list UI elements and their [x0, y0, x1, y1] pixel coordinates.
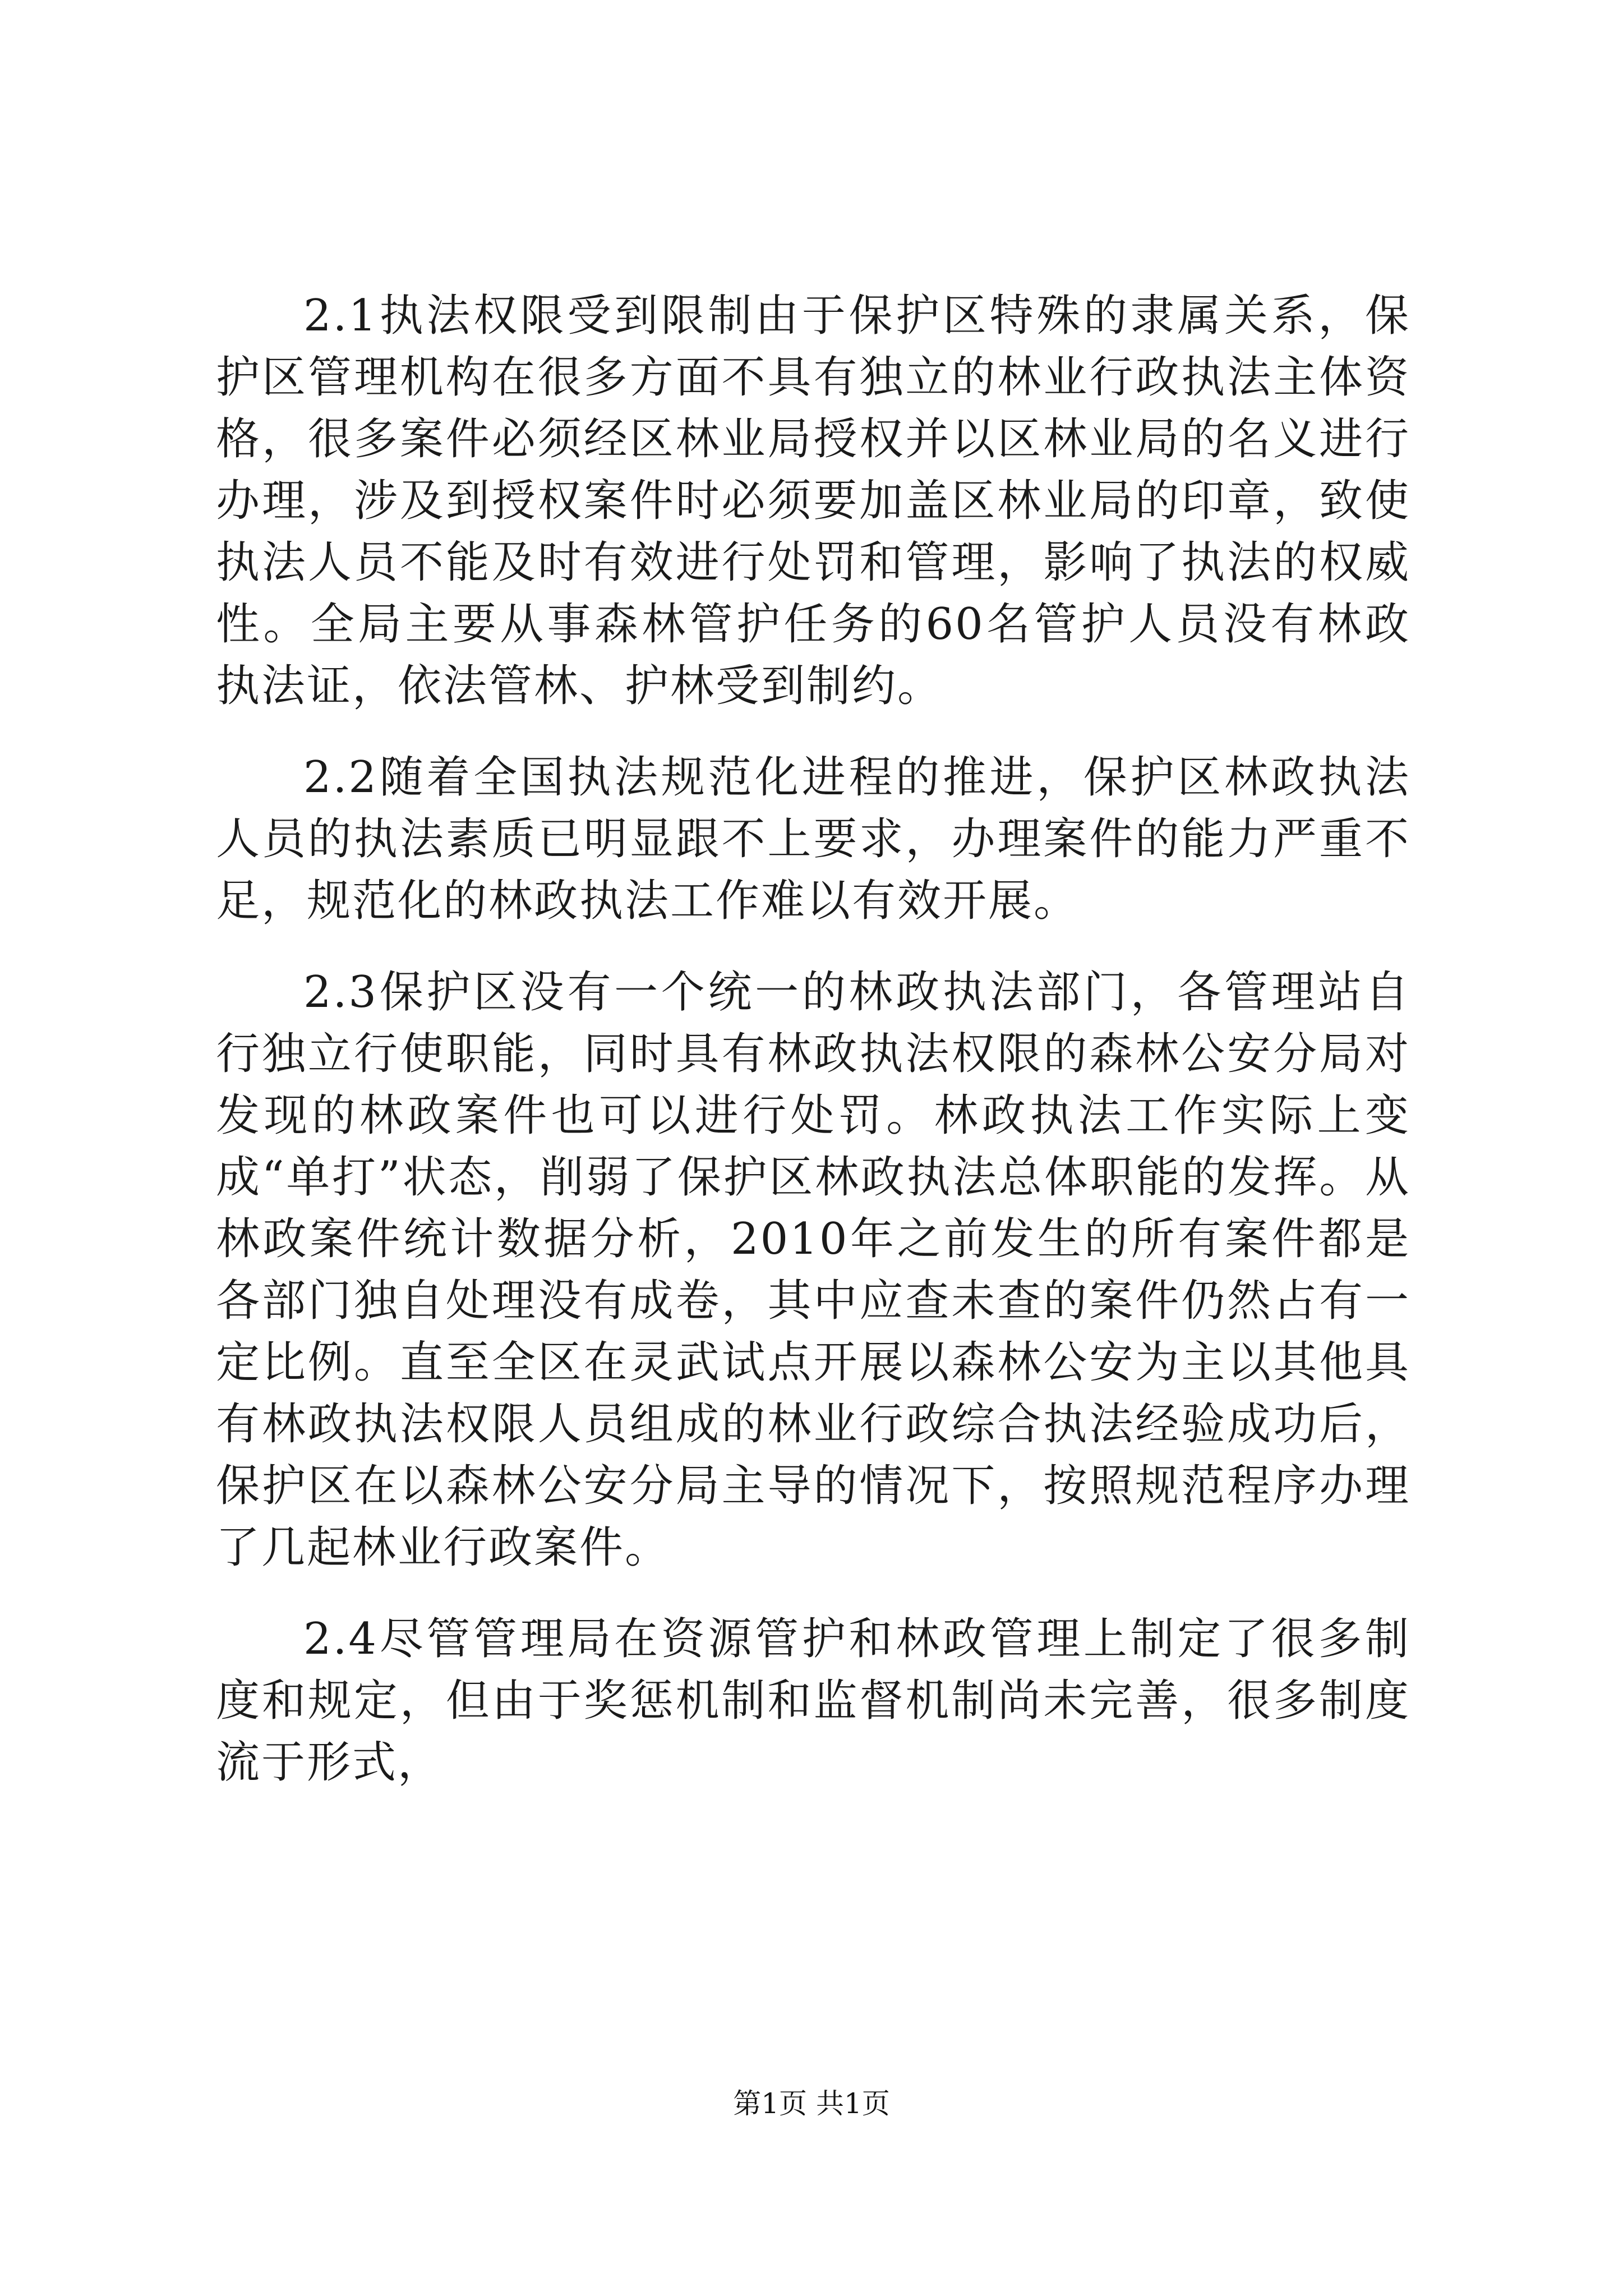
- paragraph-2-4: 2.4尽管管理局在资源管护和林政管理上制定了很多制度和规定，但由于奖惩机制和监督机制尚未完善，很多制度流于形式，: [216, 1614, 1410, 1788]
- paragraph-2-2: 2.2随着全国执法规范化进程的推进，保护区林政执法人员的执法素质已明显跟不上要求，办理案件的能力严重不足，规范化的林政执法工作难以有效开展。: [216, 752, 1410, 926]
- paragraph-2-3: 2.3保护区没有一个统一的林政执法部门，各管理站自行独立行使职能，同时具有林政执法权限的森林公安分局对发现的林政案件也可以进行处罚。林政执法工作实际上变成“单打”状态，削弱了保护区林政执法总体职能的发挥。从林政案件统计数据分析，2010年之前发生的所有案件都是各部门独自处理没有成卷，其中应查未查的案件仍然占有一定比例。直至全区在灵武试点开展以森林公安为主以其他具有林政执法权限人员组成的林业行政综合执法经验成功后，保护区在以森林公安分局主导的情况下，按照规范程序办理了几起林业行政案件。: [216, 967, 1410, 1573]
- page-number-footer: 第1页 共1页: [733, 2087, 890, 2120]
- document-body: [216, 285, 1410, 1823]
- paragraph-2-1: 2.1执法权限受到限制由于保护区特殊的隶属关系，保护区管理机构在很多方面不具有独立的林业行政执法主体资格，很多案件必须经区林业局授权并以区林业局的名义进行办理，涉及到授权案件时必须要加盖区林业局的印章，致使执法人员不能及时有效进行处罚和管理，影响了执法的权威性。全局主要从事森林管护任务的60名管护人员没有林政执法证，依法管林、护林受到制约。: [216, 291, 1410, 711]
